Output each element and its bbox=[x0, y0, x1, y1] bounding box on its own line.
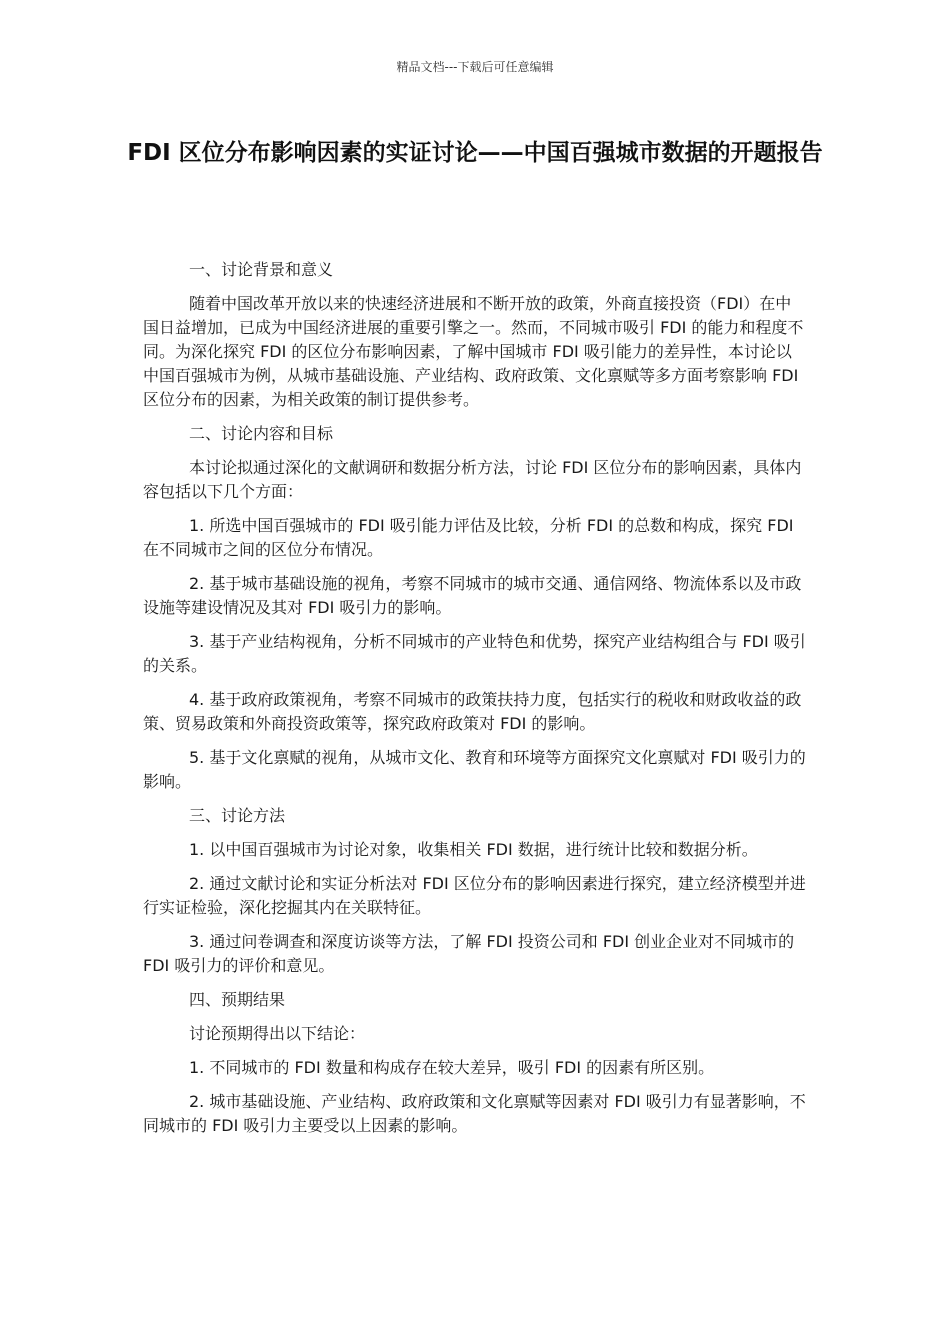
list-item: 5. 基于文化禀赋的视角，从城市文化、教育和环境等方面探究文化禀赋对 FDI 吸引力的影响。 bbox=[143, 748, 806, 791]
paragraph-background: 随着中国改革开放以来的快速经济进展和不断开放的政策，外商直接投资（FDI）在中国日益增加，已成为中国经济进展的重要引擎之一。然而，不同城市吸引 FDI 的能力和程度不同。为深化探究 FDI 的区位分布影响因素，了解中国城市 FDI 吸引能力的差异性，本讨论以中国百强城市为例，从城市基础设施、产业结构、政府政策、文化禀赋等多方面考察影响 FDI 区位分布的因素，为相关政策的制订提供参考。 bbox=[143, 294, 804, 409]
paragraph-results-intro: 讨论预期得出以下结论： bbox=[189, 1024, 366, 1043]
list-item: 3. 通过问卷调查和深度访谈等方法，了解 FDI 投资公司和 FDI 创业企业对不同城市的 FDI 吸引力的评价和意见。 bbox=[143, 932, 795, 975]
list-item: 2. 城市基础设施、产业结构、政府政策和文化禀赋等因素对 FDI 吸引力有显著影响，不同城市的 FDI 吸引力主要受以上因素的影响。 bbox=[143, 1092, 806, 1135]
list-item: 4. 基于政府政策视角，考察不同城市的政策扶持力度，包括实行的税收和财政收益的政策、贸易政策和外商投资政策等，探究政府政策对 FDI 的影响。 bbox=[143, 690, 802, 733]
list-item: 2. 通过文献讨论和实证分析法对 FDI 区位分布的影响因素进行探究，建立经济模型并进行实证检验，深化挖掘其内在关联特征。 bbox=[143, 874, 806, 917]
section-heading-content: 二、讨论内容和目标 bbox=[189, 424, 334, 443]
document-body bbox=[143, 258, 807, 1148]
list-item: 1. 所选中国百强城市的 FDI 吸引能力评估及比较，分析 FDI 的总数和构成，探究 FDI 在不同城市之间的区位分布情况。 bbox=[143, 516, 794, 559]
list-item: 1. 不同城市的 FDI 数量和构成存在较大差异，吸引 FDI 的因素有所区别。 bbox=[189, 1058, 715, 1077]
list-item: 1. 以中国百强城市为讨论对象，收集相关 FDI 数据，进行统计比较和数据分析。 bbox=[189, 840, 758, 859]
section-heading-results: 四、预期结果 bbox=[189, 990, 286, 1009]
list-item: 2. 基于城市基础设施的视角，考察不同城市的城市交通、通信网络、物流体系以及市政设施等建设情况及其对 FDI 吸引力的影响。 bbox=[143, 574, 802, 617]
header-note: 精品文档---下载后可任意编辑 bbox=[396, 60, 554, 74]
document-title: FDI 区位分布影响因素的实证讨论——中国百强城市数据的开题报告 bbox=[127, 140, 823, 166]
list-item: 3. 基于产业结构视角，分析不同城市的产业特色和优势，探究产业结构组合与 FDI 吸引的关系。 bbox=[143, 632, 806, 675]
paragraph-content-intro: 本讨论拟通过深化的文献调研和数据分析方法，讨论 FDI 区位分布的影响因素，具体内容包括以下几个方面： bbox=[143, 458, 802, 501]
section-heading-method: 三、讨论方法 bbox=[189, 806, 286, 825]
section-heading-background: 一、讨论背景和意义 bbox=[189, 260, 334, 279]
